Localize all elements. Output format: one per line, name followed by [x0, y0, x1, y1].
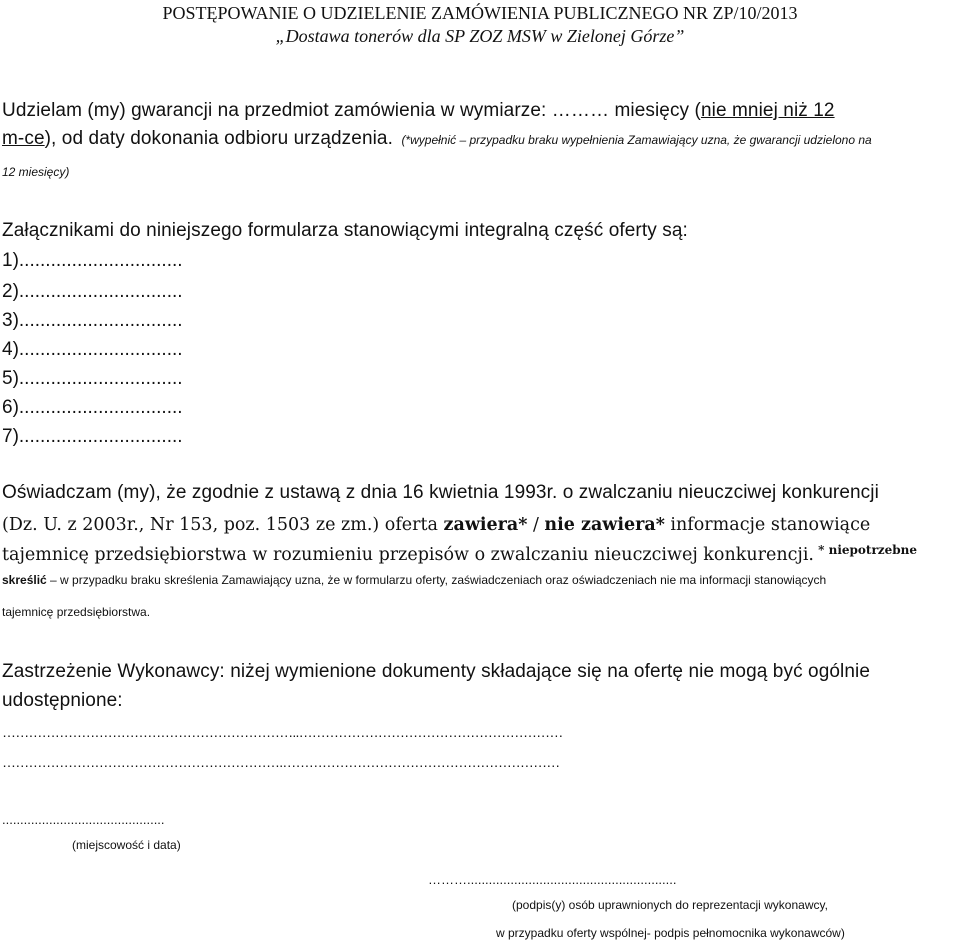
place-date-dots: .............................................	[2, 812, 165, 827]
attachment-item-5: 5)...............................	[2, 368, 183, 389]
reservation-line1: Zastrzeżenie Wykonawcy: niżej wymienione dokumenty składające się na ofertę nie mogą być ogólnie	[2, 661, 871, 682]
declaration-line4	[2, 573, 826, 587]
reservation-dots-2: ……………………………………………………….………………………………………………………	[2, 754, 560, 770]
attachment-item-4: 4)...............................	[2, 339, 183, 360]
declaration-line1: Oświadczam (my), że zgodnie z ustawą z dnia 16 kwietnia 1993r. o zwalczaniu nieuczciwej konkurencji	[2, 482, 879, 503]
warranty-text-b: ), od daty dokonania odbioru urządzenia.	[44, 128, 393, 149]
unneeded-note: * niepotrzebne	[813, 543, 917, 557]
not-contains-option: nie zawiera*	[544, 515, 665, 535]
attachment-item-1: 1)...............................	[2, 250, 183, 271]
header-title: POSTĘPOWANIE O UDZIELENIE ZAMÓWIENIA PUBLICZNEGO NR ZP/10/2013	[162, 3, 798, 23]
signature-label-2: w przypadku oferty wspólnej- podpis pełnomocnika wykonawców)	[496, 926, 845, 940]
attachment-item-7: 7)...............................	[2, 426, 183, 447]
declaration-text-4: – w przypadku braku skreślenia Zamawiający uzna, że w formularzu oferty, zaświadczeniach oraz oświadczeniach nie ma informacji stanowiących	[46, 573, 827, 587]
reservation-dots-1: …………………………………………………………..……………………………………………………	[2, 724, 563, 740]
strike-label: skreślić	[2, 573, 47, 587]
attachment-item-2: 2)...............................	[2, 281, 183, 302]
reservation-line2: udostępnione:	[2, 690, 123, 711]
warranty-underline2: m-ce	[2, 128, 45, 149]
attachment-item-6: 6)...............................	[2, 397, 183, 418]
warranty-line2	[2, 128, 872, 150]
attachment-item-3: 3)...............................	[2, 310, 183, 331]
warranty-note-b: 12 miesięcy)	[2, 165, 70, 179]
signature-label-1: (podpis(y) osób uprawnionych do reprezentacji wykonawcy,	[512, 898, 828, 912]
warranty-underline1: nie mniej niż 12	[700, 100, 835, 121]
declaration-text-2a: (Dz. U. z 2003r., Nr 153, poz. 1503 ze zm.) oferta	[2, 515, 444, 535]
attachments-intro: Załącznikami do niniejszego formularza stanowiącymi integralną część oferty są:	[2, 220, 688, 241]
warranty-text-a: Udzielam (my) gwarancji na przedmiot zamówienia w wymiarze: ……… miesięcy (	[2, 100, 701, 121]
option-separator: /	[527, 515, 545, 535]
declaration-line3	[2, 543, 917, 565]
declaration-line5: tajemnicę przedsiębiorstwa.	[2, 605, 151, 619]
warranty-line1	[2, 100, 835, 122]
declaration-text-2b: informacje stanowiące	[664, 515, 871, 535]
contains-option: zawiera*	[443, 515, 528, 535]
place-date-label: (miejscowość i data)	[72, 838, 181, 852]
declaration-text-3: tajemnicę przedsiębiorstwa w rozumieniu przepisów o zwalczaniu nieuczciwej konkurencji.	[2, 545, 814, 565]
warranty-note-a: (*wypełnić – przypadku braku wypełnienia Zamawiający uzna, że gwarancji udzielono na	[401, 133, 872, 147]
declaration-line2	[2, 515, 870, 535]
signature-dots: ………..........................................................	[428, 872, 677, 887]
header-subtitle: „Dostawa tonerów dla SP ZOZ MSW w Zielonej Górze”	[275, 26, 685, 46]
